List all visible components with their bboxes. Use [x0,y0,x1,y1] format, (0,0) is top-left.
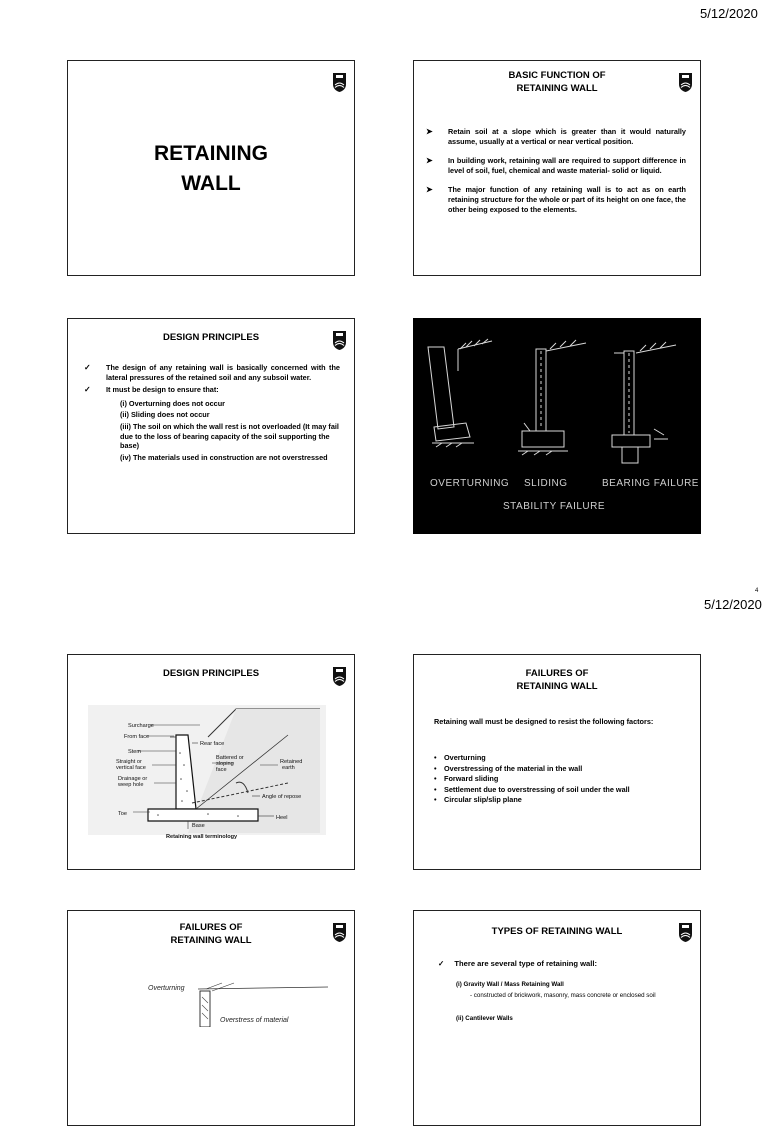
caption-stability-failure: STABILITY FAILURE [503,501,606,512]
university-shield-icon [333,923,346,942]
slide-stability-failure [413,318,701,534]
page-date-mid: 5/12/2020 [704,597,762,612]
label-battered-2: sloping [216,761,234,767]
slide-title: TYPES OF RETAINING WALL [491,926,623,937]
checkmark-icon: ✓ [84,363,91,372]
failure-list [434,753,686,806]
type-item-gravity-desc: - constructed of brickwork, masonry, mass concrete or enclosed soil [470,992,656,999]
label-bearing-failure: BEARING FAILURE [602,478,699,489]
slide-retaining-wall-title [67,60,355,276]
slide-types-of-retaining-wall [413,910,701,1126]
slide-failures-1 [413,654,701,870]
failure-sketch [148,977,348,1027]
page-number: 4 [755,588,759,594]
stability-failure-diagram [414,319,701,534]
list-item: • Settlement due to overstressing of soil under the wall [434,785,686,796]
university-shield-icon [333,73,346,92]
label-front-face: From face [124,734,150,740]
label-battered-1: Battered or [216,755,244,761]
diagram-caption: Retaining wall terminology [166,834,238,840]
slide-title: RETAINING WALL [154,142,268,195]
arrow-bullet-icon: ➤ [426,127,433,136]
list-item: ➤ Retain soil at a slope which is greater than it would naturally assume, usually at a vertical or near vertical position. [426,127,686,146]
list-item: ➤ The major function of any retaining wall is to act as on earth retaining structure for the whole or part of its height on one face, the other being exposed to the elements. [426,185,686,214]
label-heel: Heel [276,815,288,821]
intro-text: Retaining wall must be designed to resist the following factors: [434,717,654,726]
sub-list-item: (iv) The materials used in construction are not overstressed [120,452,328,462]
university-shield-icon [679,923,692,942]
list-item: ➤ In building work, retaining wall are required to support difference in level of soil, fuel, chemical and waste material- solid or liquid. [426,156,686,175]
bullet-list [426,127,686,224]
label-rear-face: Rear face [200,741,225,747]
arrow-bullet-icon: ➤ [426,185,433,195]
slide-failures-2 [67,910,355,1126]
university-shield-icon [679,73,692,92]
sub-list-item: (iii) The soil on which the wall rest is not overloaded (It may fail due to the loss of bearing capacity of the soil supporting the base) [120,421,339,451]
label-retained-1: Retained [280,759,303,765]
sketch-label-overturning: Overturning [148,985,185,992]
list-item: ✓ It must be design to ensure that: (i) Overturning does not occur (ii) Sliding does not occur (iii) The soil on which the wall rest is not overloaded (It may fail due to the loss of bearing capacity of the soil supporting the base) (iv) The materials used in construction are not overstressed [84,385,339,462]
checkmark-icon: ✓ [438,959,445,968]
label-drainage-2: weep hole [118,782,144,788]
label-battered-3: face [216,767,227,773]
list-item: • Circular slip/slip plane [434,795,686,806]
bullet-item: ✓ There are several type of retaining wall: [438,959,598,968]
slide-title: BASIC FUNCTION OF RETAINING WALL [508,70,606,94]
label-base: Base [192,823,205,829]
label-angle-of-repose: Angle of repose [262,794,302,800]
type-item-gravity: (i) Gravity Wall / Mass Retaining Wall [456,981,564,988]
label-straight-1: Straight or [116,759,142,765]
bullet-list [84,363,340,464]
list-item: • Forward sliding [434,774,686,785]
slide-title: DESIGN PRINCIPLES [162,332,260,343]
label-retained-2: earth [282,765,295,771]
sub-list-item: (ii) Sliding does not occur [120,410,210,420]
label-stem: Stem [128,749,142,755]
label-surcharge: Surcharge [128,723,154,729]
label-toe: Toe [118,811,128,817]
slide-title: FAILURES OF RETAINING WALL [516,668,598,692]
label-sliding: SLIDING [524,478,568,489]
slide-title: FAILURES OF RETAINING WALL [170,922,252,946]
sketch-label-overstress: Overstress of material [220,1017,289,1024]
university-shield-icon [333,667,346,686]
arrow-bullet-icon: ➤ [426,156,433,166]
sub-list [106,399,340,463]
retaining-wall-terminology-diagram [88,703,328,847]
slide-basic-function [413,60,701,276]
sub-list-item: (i) Overturning does not occur [120,398,225,408]
list-item: ✓ The design of any retaining wall is basically concerned with the lateral pressures of the retained soil and any subsoil water. [84,363,340,382]
list-item: • Overstressing of the material in the wall [434,764,686,775]
label-overturning: OVERTURNING [430,478,510,489]
type-item-cantilever: (ii) Cantilever Walls [456,1015,513,1022]
slide-design-principles-1 [67,318,355,534]
list-item: • Overturning [434,753,686,764]
university-shield-icon [333,331,346,350]
slide-design-principles-2 [67,654,355,870]
page-date-top: 5/12/2020 [700,6,758,21]
label-drainage-1: Drainage or [118,776,148,782]
slide-title: DESIGN PRINCIPLES [162,668,260,679]
label-straight-2: vertical face [116,765,146,771]
checkmark-icon: ✓ [84,385,91,395]
